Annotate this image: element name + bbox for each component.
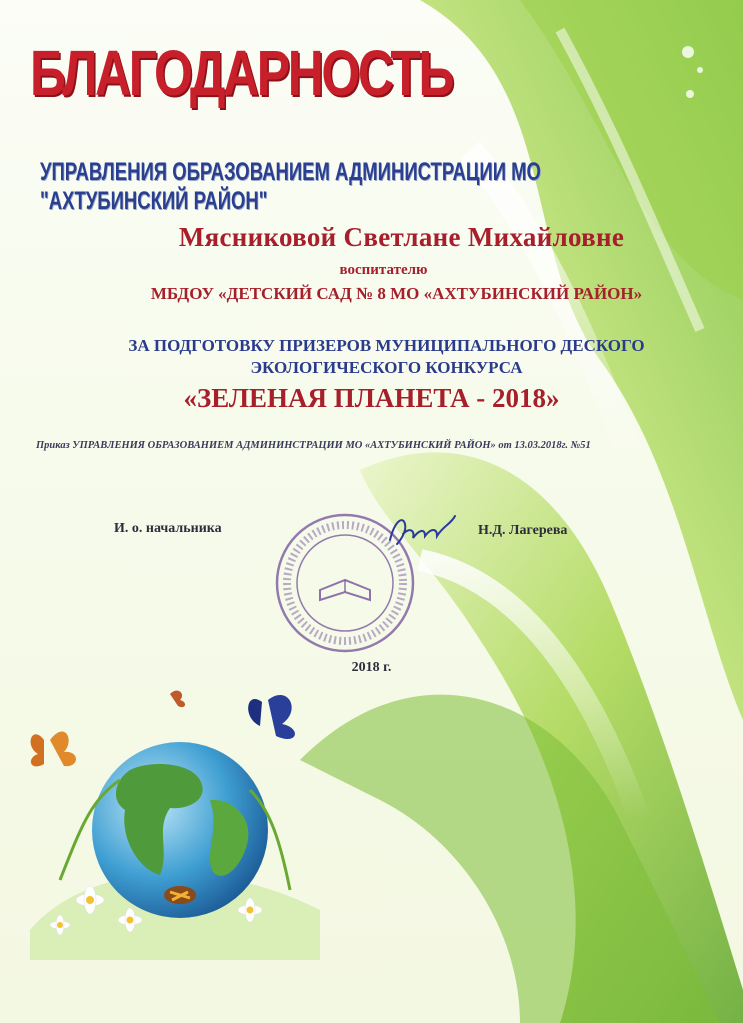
handwritten-signature	[385, 510, 475, 550]
contest-name: «ЗЕЛЕНАЯ ПЛАНЕТА - 2018»	[183, 383, 560, 413]
award-reason-line-1: ЗА ПОДГОТОВКУ ПРИЗЕРОВ МУНИЦИПАЛЬНОГО ДЕСКОГО	[128, 336, 645, 355]
order-reference: Приказ УПРАВЛЕНИЯ ОБРАЗОВАНИЕМ АДМИНИНСТРАЦИИ МО «АХТУБИНСКИЙ РАЙОН» от 13.03.2018г. №51	[36, 440, 591, 451]
signatory-role: И. о. начальника	[114, 521, 222, 536]
globe-with-butterflies-illustration	[20, 680, 340, 960]
recipient-position: воспитателю	[339, 262, 428, 278]
certificate-year: 2018 г.	[351, 660, 392, 675]
signatory-name: Н.Д. Лагерева	[478, 523, 568, 538]
recipient-name: Мясниковой Светлане Михайловне	[178, 222, 625, 252]
certificate-title: БЛАГОДАРНОСТЬ	[30, 37, 453, 109]
recipient-organization: МБДОУ «ДЕТСКИЙ САД № 8 МО «АХТУБИНСКИЙ РАЙОН»	[150, 284, 643, 303]
issuer-line: УПРАВЛЕНИЯ ОБРАЗОВАНИЕМ АДМИНИСТРАЦИИ МО "АХТУБИНСКИЙ РАЙОН"	[40, 158, 541, 215]
award-reason-line-2: ЭКОЛОГИЧЕСКОГО КОНКУРСА	[250, 358, 523, 377]
